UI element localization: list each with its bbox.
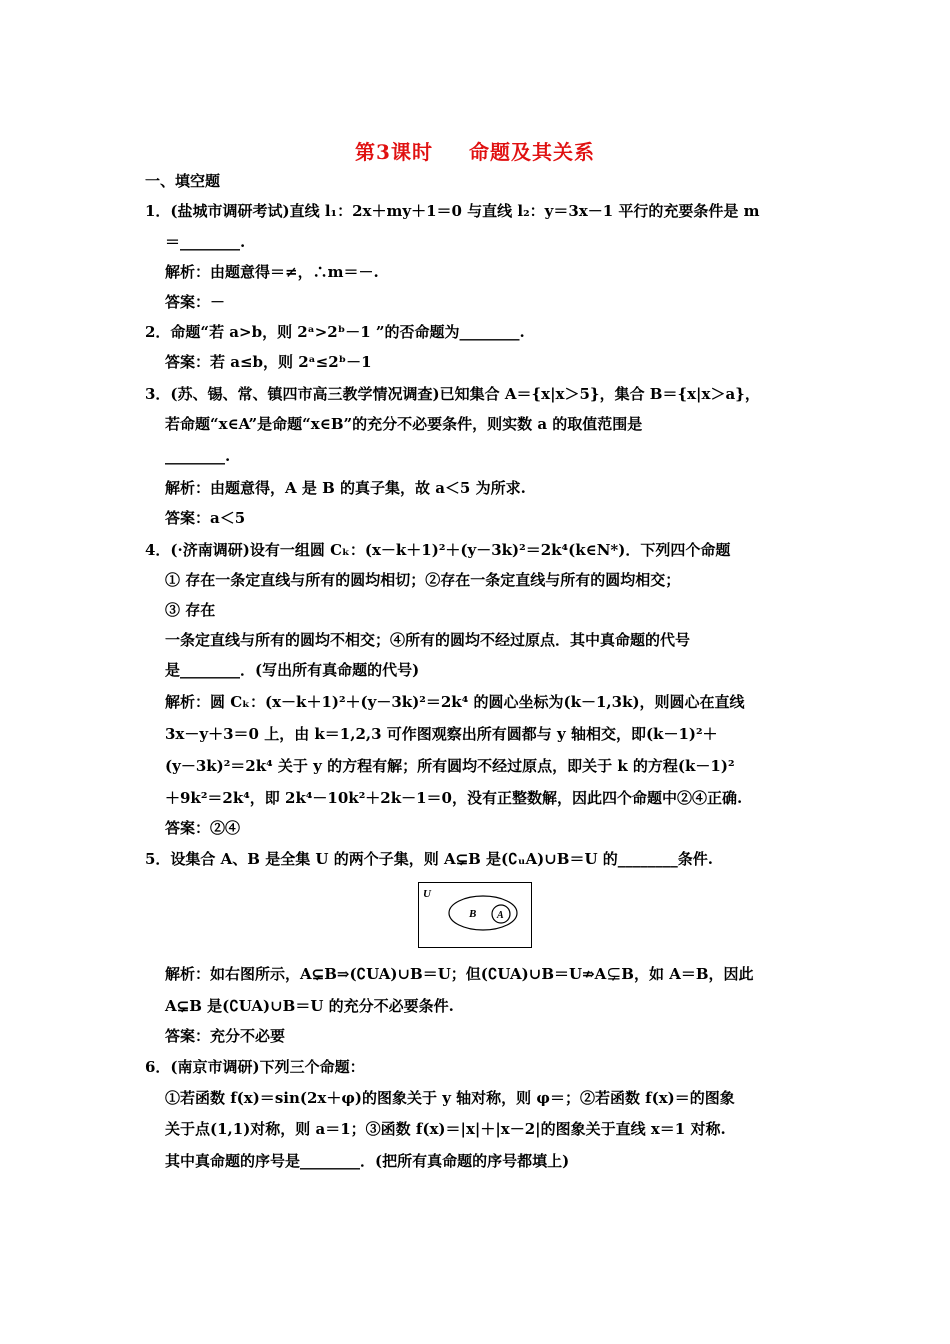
q4-solution-4: ＋9k²＝2k⁴，即 2k⁴－10k²＋2k－1＝0，没有正整数解，因此四个命题中②④正确. [165,789,743,807]
q1-stem: 1．(盐城市调研考试)直线 l₁：2x＋my＋1＝0 与直线 l₂：y＝3x－1 平行的充要条件是 m [145,202,760,220]
q6-options-1: ①若函数 f(x)＝sin(2x＋φ)的图象关于 y 轴对称，则 φ＝；②若函数 f(x)＝的图象 [165,1089,735,1107]
lesson-number: 第3课时 [355,140,433,164]
q3-stem: 3．(苏、锡、常、镇四市高三教学情况调查)已知集合 A＝{x|x＞5}，集合 B＝{x|x＞a}， [145,385,760,403]
q3-answer: 答案：a＜5 [165,509,246,527]
q5-solution-1: 解析：如右图所示，A⊊B⇒(∁UA)∪B＝U；但(∁UA)∪B＝U⇏A⊊B，如 A＝B，因此 [165,965,754,983]
q1-solution: 解析：由题意得＝≠，∴m＝－. [165,263,379,281]
q4-answer: 答案：②④ [165,819,241,837]
lesson-topic: 命题及其关系 [468,140,595,164]
venn-set-a-label: A [497,910,504,921]
q4-options-3: 一条定直线与所有的圆均不相交；④所有的圆均不经过原点．其中真命题的代号 [165,631,691,649]
q3-stem-cont: 若命题“x∈A”是命题“x∈B”的充分不必要条件，则实数 a 的取值范围是 [165,415,643,433]
q4-solution-1: 解析：圆 Cₖ：(x－k＋1)²＋(y－3k)²＝2k⁴ 的圆心坐标为(k－1,3k)，则圆心在直线 [165,693,745,711]
venn-universe-label: U [423,888,431,900]
q6-stem: 6．(南京市调研)下列三个命题： [145,1058,365,1076]
q5-answer: 答案：充分不必要 [165,1027,286,1045]
q4-solution-2: 3x－y＋3＝0 上，由 k＝1,2,3 可作图观察出所有圆都与 y 轴相交，即(k－1)²＋ [165,725,718,743]
q6-options-2: 关于点(1,1)对称，则 a＝1；③函数 f(x)＝|x|＋|x－2|的图象关于直线 x＝1 对称. [165,1120,726,1138]
q1-blank: ＝________. [165,233,246,251]
venn-set-b [449,896,517,930]
q4-options-1: ① 存在一条定直线与所有的圆均相切；②存在一条定直线与所有的圆均相交； [165,571,681,589]
q3-blank: ________. [165,447,231,465]
page-title [0,136,950,165]
q5-solution-2: A⊊B 是(∁UA)∪B＝U 的充分不必要条件. [165,997,454,1015]
section-heading: 一、填空题 [145,172,221,190]
q6-blank: 其中真命题的序号是________．(把所有真命题的序号都填上) [165,1152,570,1170]
venn-set-b-label: B [469,908,477,920]
q1-answer: 答案：－ [165,293,226,311]
q4-options-2: ③ 存在 [165,601,216,619]
venn-diagram [418,882,532,948]
q4-blank: 是________．(写出所有真命题的代号) [165,661,420,679]
q4-stem: 4．(·济南调研)设有一组圆 Cₖ：(x－k＋1)²＋(y－3k)²＝2k⁴(k∈N*)．下列四个命题 [145,541,731,559]
q2-stem: 2．命题“若 a>b，则 2ᵃ>2ᵇ－1 ”的否命题为________. [145,323,525,341]
q2-answer: 答案：若 a≤b，则 2ᵃ≤2ᵇ－1 [165,353,372,371]
q3-solution: 解析：由题意得，A 是 B 的真子集，故 a＜5 为所求. [165,479,526,497]
q5-stem: 5．设集合 A、B 是全集 U 的两个子集，则 A⊊B 是(∁ᵤA)∪B＝U 的________条件. [145,850,714,868]
venn-svg [419,883,531,947]
q4-solution-3: (y－3k)²＝2k⁴ 关于 y 的方程有解；所有圆均不经过原点，即关于 k 的方程(k－1)² [165,757,735,775]
